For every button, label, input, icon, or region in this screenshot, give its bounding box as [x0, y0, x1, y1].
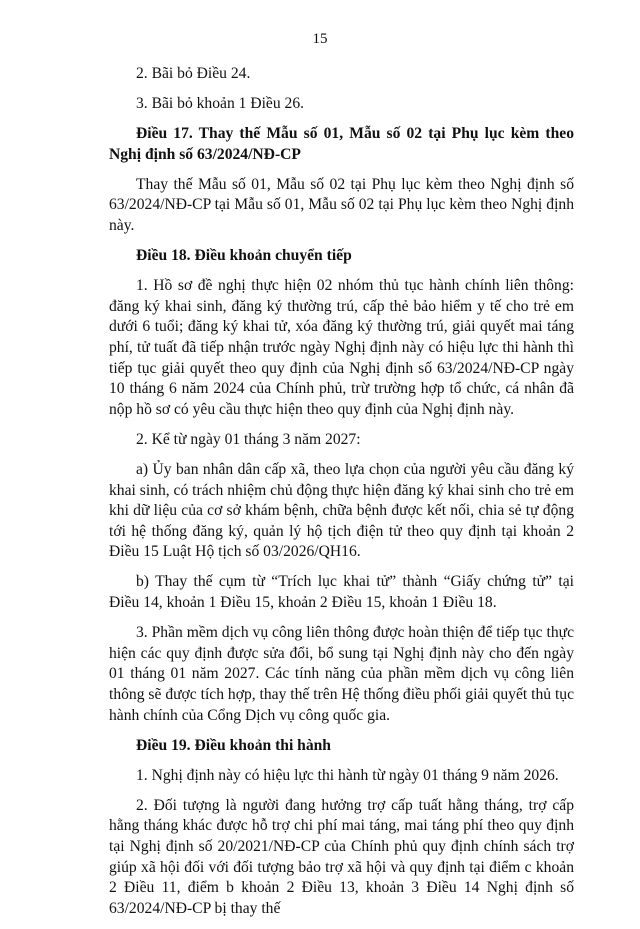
article-19-clause-2: 2. Đối tượng là người đang hưởng trợ cấp tuất hằng tháng, trợ cấp hằng tháng khác được hỗ trợ chi phí mai táng, mai táng phí theo quy định tại Nghị định số 20/2021/NĐ-CP của Chính phủ quy định chính sách trợ giúp xã hội đối với đối tượng bảo trợ xã hội và quy định tại điểm c khoản 2 Điều 11, điểm b khoản 2 Điều 13, khoản 3 Điều 14 Nghị định số 63/2024/NĐ-CP bị thay thế — [109, 796, 574, 917]
document-body — [109, 64, 574, 929]
article-17-body: Thay thế Mẫu số 01, Mẫu số 02 tại Phụ lục kèm theo Nghị định số 63/2024/NĐ-CP tại Mẫu số 01, Mẫu số 02 tại Phụ lục kèm theo Nghị định này. — [109, 175, 574, 235]
article-18-clause-2-point-a: a) Ủy ban nhân dân cấp xã, theo lựa chọn của người yêu cầu đăng ký khai sinh, có trách nhiệm chủ động thực hiện đăng ký khai sinh cho trẻ em khi dữ liệu của cơ sở khám bệnh, chữa bệnh được kết nối, chia sẻ tự động tới hệ thống đăng ký, quản lý hộ tịch điện tử theo quy định tại khoản 2 Điều 15 Luật Hộ tịch số 03/2026/QH16. — [109, 461, 574, 561]
article-19-heading: Điều 19. Điều khoản thi hành — [136, 736, 331, 754]
paragraph-repeal-article-26-clause-1: 3. Bãi bỏ khoản 1 Điều 26. — [136, 95, 305, 113]
article-18-clause-3: 3. Phần mềm dịch vụ công liên thông được hoàn thiện để tiếp tục thực hiện các quy định được sửa đổi, bổ sung tại Nghị định này cho đến ngày 01 tháng 01 năm 2027. Các tính năng của phần mềm dịch vụ công liên thông sẽ được tích hợp, thay thế trên Hệ thống điều phối giải quyết thủ tục hành chính của Cổng Dịch vụ công quốc gia. — [109, 624, 574, 724]
paragraph-repeal-article-24: 2. Bãi bỏ Điều 24. — [136, 65, 251, 82]
article-18-clause-1: 1. Hồ sơ đề nghị thực hiện 02 nhóm thủ tục hành chính liên thông: đăng ký khai sinh, đăng ký thường trú, cấp thẻ bảo hiểm y tế cho trẻ em dưới 6 tuổi; đăng ký khai tử, xóa đăng ký thường trú, giải quyết mai táng phí, tử tuất đã tiếp nhận trước ngày Nghị định này có hiệu lực thi hành thì tiếp tục giải quyết theo quy định của Nghị định số 63/2024/NĐ-CP ngày 10 tháng 6 năm 2024 của Chính phủ, trừ trường hợp tổ chức, cá nhân đã nộp hồ sơ có yêu cầu thực hiện theo quy định của Nghị định này. — [109, 277, 574, 418]
article-18-heading: Điều 18. Điều khoản chuyển tiếp — [136, 247, 352, 265]
article-19-clause-1: 1. Nghị định này có hiệu lực thi hành từ ngày 01 tháng 9 năm 2026. — [136, 766, 559, 784]
article-17-heading: Điều 17. Thay thế Mẫu số 01, Mẫu số 02 tại Phụ lục kèm theo Nghị định số 63/2024/NĐ-CP — [109, 125, 574, 163]
article-18-clause-2-point-b: b) Thay thế cụm từ “Trích lục khai tử” thành “Giấy chứng tử” tại Điều 14, khoản 1 Điều 15, khoản 2 Điều 15, khoản 1 Điều 18. — [109, 573, 574, 612]
page-number: 15 — [312, 31, 328, 47]
article-18-clause-2: 2. Kể từ ngày 01 tháng 3 năm 2027: — [136, 430, 361, 448]
